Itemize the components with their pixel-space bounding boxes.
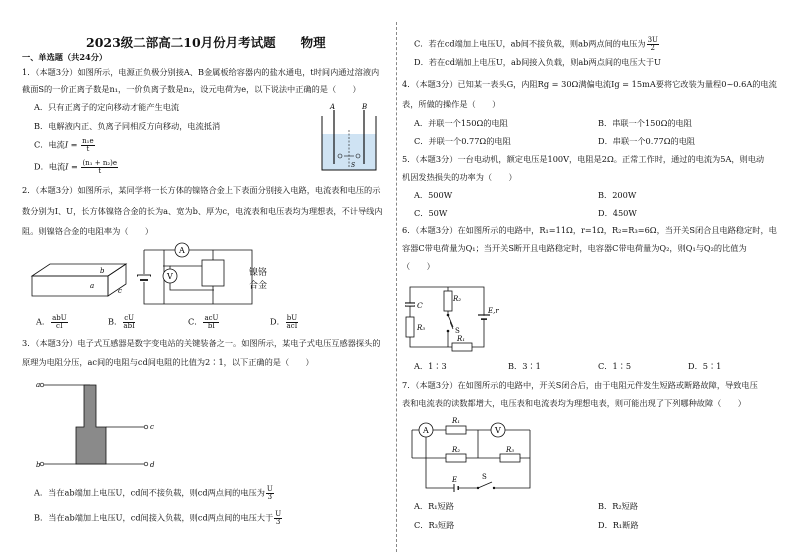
q1-option-b: B．电解液内正、负离子同相反方向移动，电流抵消 [34, 121, 221, 131]
q3-option-b: B．当在ab端加上电压U，cd间接入负载，则cd两点间的电压大于 $\frac{U}{3}$ [34, 510, 282, 526]
section-heading: 一、单选题（共24分） [22, 52, 108, 62]
q3-option-a: A．当在ab端加上电压U，cd间不接负载，则cd两点间的电压为 $\frac{U}{3}$ [34, 485, 273, 501]
q4-option-b: B．串联一个150Ω的电阻 [598, 118, 692, 128]
q6-fig-label-er: E,r [488, 307, 499, 315]
q7-fig-label-r2: R₂ [452, 446, 461, 454]
q6-option-a: A．1∶3 [414, 361, 447, 371]
q1-option-d: D．电流I = $\frac{\text{(n₁ + n₂)e}}{t}$ [34, 159, 118, 175]
q4-option-c: C．并联一个0.77Ω的电阻 [414, 136, 511, 146]
q7-stem-line2: 表和电流表的读数都增大，电压表和电流表均为理想电表，则可能出现了下列哪种故障（ ） [402, 398, 746, 408]
q2-option-c: C． $\frac{\text{acU}}{bI}$ [188, 314, 219, 330]
q6-fig-label-r3: R₃ [417, 324, 426, 332]
q4-stem-line1: 4．（本题3分）已知某一表头G，内阻Rg = 30Ω满偏电流Ig = 15mA要将它改装为量程0~0.6A的电流 [402, 79, 777, 89]
q5-option-b: B．200W [598, 190, 637, 200]
q2-circuit-figure [134, 238, 264, 310]
q5-option-d: D．450W [598, 208, 637, 218]
q6-fig-label-r2: R₂ [453, 295, 462, 303]
q1-electrolysis-figure [318, 104, 380, 174]
q2-option-b: B． $\frac{cU}{\text{abI}}$ [108, 314, 135, 330]
q3-fig-label-c: c [150, 423, 154, 431]
q1-fig-label-b: B [362, 103, 368, 111]
q3-voltage-divider-figure [34, 376, 156, 470]
q7-fig-label-r1: R₁ [452, 417, 461, 425]
q1-option-c: C．电流I = $\frac{\text{n₁e}}{t}$ [34, 137, 94, 153]
q3-stem-line2: 原理为电阻分压，ac间的电阻与cd间电阻的比值为2∶1，以下正确的是（ ） [22, 357, 314, 367]
q6-option-c: C．1∶5 [598, 361, 632, 371]
q1-stem-line1: 1．（本题3分）如图所示，电源正负极分别接A、B金属板给容器内的盐水通电，t时间内通过溶液内 [22, 67, 380, 77]
q5-option-c: C．50W [414, 208, 448, 218]
q2-fig-label-b: b [100, 267, 105, 275]
q2-stem-line1: 2．（本题3分）如图所示，某同学将一长方体的镍铬合金上下表面分别接入电路，电流表和电压的示 [22, 185, 381, 195]
column-divider [396, 22, 398, 552]
q2-fig-label-c: c [118, 287, 122, 295]
q3-fig-label-d: d [150, 461, 155, 469]
q2-stem-line2: 数分别为I、U，长方体镍铬合金的长为a、宽为b、厚为c，电流表和电压表均为理想表，不计导线内 [22, 206, 383, 216]
q7-option-a: A．R₁短路 [414, 501, 454, 511]
q1-fig-label-a: A [330, 103, 336, 111]
exam-title: 2023级二部高二10月份月考试题 物理 [86, 35, 326, 50]
q7-option-c: C．R₃短路 [414, 520, 455, 530]
q6-option-d: D．5∶1 [688, 361, 722, 371]
q2-option-a: A． $\frac{\text{abU}}{cI}$ [36, 314, 67, 330]
q3-fig-label-a: a [36, 381, 41, 389]
q7-option-b: B．R₂短路 [598, 501, 639, 511]
q2-fig-label-alloy-2: 合金 [249, 281, 268, 291]
q3-option-d: D．若在cd端加上电压U，ab间接入负载，则ab两点间的电压大于U [414, 57, 661, 67]
q6-option-b: B．3∶1 [508, 361, 541, 371]
q6-fig-label-r1: R₁ [457, 335, 466, 343]
q4-option-a: A．并联一个150Ω的电阻 [414, 118, 508, 128]
q3-option-c: C．若在cd端加上电压U，ab间不接负载，则ab两点间的电压为 $\frac{3U}{2}$ [414, 36, 658, 52]
q7-circuit-figure [408, 414, 538, 494]
q7-fig-label-r3: R₃ [506, 446, 515, 454]
q6-stem-line3: （ ） [402, 261, 435, 271]
q1-stem-line2: 截面S的一价正离子数是n₁，一价负离子数是n₂，设元电荷为e，以下说法中正确的是（ ） [22, 84, 361, 94]
q4-stem-line2: 表，所做的操作是（ ） [402, 99, 501, 109]
q4-option-d: D．串联一个0.77Ω的电阻 [598, 136, 696, 146]
q7-stem-line1: 7．（本题3分）在如图所示的电路中，开关S闭合后，由于电阻元件发生短路或断路故障，导致电压 [402, 380, 758, 390]
q7-fig-voltmeter: V [495, 426, 501, 435]
q6-fig-label-c: C [417, 301, 423, 310]
q5-option-a: A．500W [414, 190, 453, 200]
q2-stem-line3: 阻。则镍铬合金的电阻率为（ ） [22, 226, 154, 236]
q6-stem-line2: 容器C带电荷量为Q₁；当开关S断开且电路稳定时，电容器C带电荷量为Q₂，则Q₁与Q₂的比值为 [402, 243, 747, 253]
q6-circuit-figure [404, 275, 500, 351]
q7-option-d: D．R₁断路 [598, 520, 639, 530]
q7-fig-ammeter: A [423, 426, 429, 435]
q2-fig-label-alloy-1: 镍铬 [249, 268, 268, 278]
q5-stem-line1: 5．（本题3分）一台电动机，额定电压是100V，电阻是2Ω。正常工作时，通过的电流为5A，则电动 [402, 154, 765, 164]
q1-option-a: A．只有正离子的定向移动才能产生电流 [34, 102, 180, 112]
q2-option-d: D． $\frac{bU}{\text{acI}}$ [270, 314, 298, 330]
q2-box-figure [30, 262, 130, 302]
q3-stem-line1: 3．（本题3分）电子式互感器是数字变电站的关键装备之一。如图所示，某电子式电压互感器探头的 [22, 338, 381, 348]
q5-stem-line2: 机因发热损失的功率为（ ） [402, 172, 517, 182]
q3-fig-label-b: b [36, 461, 41, 469]
q7-fig-label-s: S [482, 473, 487, 481]
q7-fig-label-e: E [452, 476, 458, 484]
q1-fig-label-s: S [351, 162, 356, 169]
q6-fig-label-s: S [455, 327, 460, 335]
q2-fig-ammeter: A [179, 246, 185, 255]
q2-fig-label-a: a [90, 282, 95, 290]
q2-fig-voltmeter: V [167, 272, 173, 281]
q6-stem-line1: 6．（本题3分）在如图所示的电路中，R₁=11Ω，r=1Ω，R₂=R₃=6Ω，当开关S闭合且电路稳定时，电 [402, 225, 777, 235]
